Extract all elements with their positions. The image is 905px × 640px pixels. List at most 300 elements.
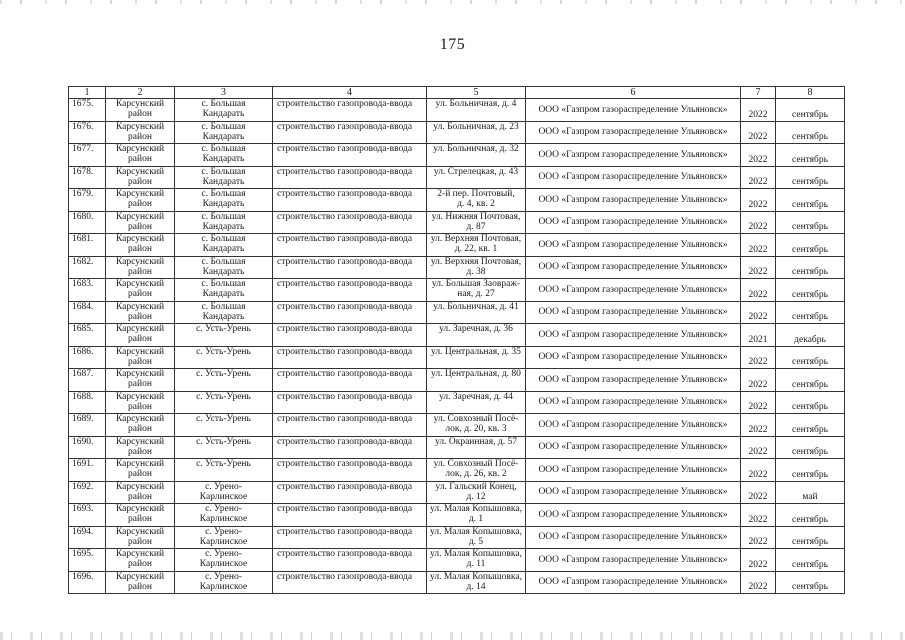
column-header: 6 [526,87,741,99]
address-cell [427,279,526,302]
settlement-line: Кандарать [202,266,245,277]
address-line: д. 5 [468,536,484,547]
district-cell [106,234,175,257]
table-row [69,279,845,302]
organization-cell: ООО «Газпром газораспределение Ульяновск» [526,459,741,482]
month-cell: сентябрь [776,369,845,392]
district-line: район [128,289,152,299]
month-cell: сентябрь [776,391,845,414]
settlement-cell [175,189,273,212]
district-line: Карсунский [115,436,165,447]
month-cell: сентябрь [776,279,845,302]
district-line: район [128,536,152,547]
organization-cell: ООО «Газпром газораспределение Ульяновск» [526,549,741,572]
address-cell [427,301,526,324]
district-cell [106,256,175,279]
address-line: ул. Больничная, д. 23 [433,121,519,132]
address-line: д. 14 [466,581,486,592]
work-type-cell: строительство газопровода-ввода [273,301,427,324]
district-cell [106,301,175,324]
year-cell: 2021 [741,324,776,347]
address-line: ул. Больничная, д. 41 [433,301,519,312]
settlement-cell [175,99,273,122]
year-cell: 2022 [741,279,776,302]
district-line: Карсунский [115,571,165,582]
district-line: Карсунский [115,166,165,177]
organization-cell: ООО «Газпром газораспределение Ульяновск» [526,571,741,594]
district-line: район [128,176,152,187]
settlement-cell [175,346,273,369]
address-line: лок, д. 20, кв. 3 [445,424,507,434]
row-number: 1692. [69,481,106,504]
settlement-cell [175,166,273,189]
column-header: 8 [776,87,845,99]
organization-cell: ООО «Газпром газораспределение Ульяновск» [526,211,741,234]
district-cell [106,504,175,527]
settlement-line: Кандарать [202,109,245,119]
settlement-line: Кандарать [202,199,245,209]
row-number: 1679. [69,189,106,212]
district-line: Карсунский [115,121,165,132]
row-number: 1681. [69,234,106,257]
settlement-line: Кандарать [202,176,245,187]
district-line: Карсунский [115,189,165,199]
table-row [69,369,845,392]
district-line: Карсунский [115,301,165,312]
address-line: ул. Центральная, д. 80 [431,369,521,379]
address-line: ул. Центральная, д. 35 [431,346,521,357]
work-type-cell: строительство газопровода-ввода [273,189,427,212]
address-cell [427,166,526,189]
row-number: 1685. [69,324,106,347]
district-line: Карсунский [115,481,165,492]
address-cell [427,391,526,414]
district-cell [106,99,175,122]
district-line: район [128,514,152,524]
district-line: район [128,109,152,119]
table-row [69,301,845,324]
month-cell: декабрь [776,324,845,347]
district-line: Карсунский [115,99,165,109]
settlement-line: Карлинское [199,581,248,592]
month-cell: сентябрь [776,99,845,122]
year-cell: 2022 [741,234,776,257]
year-cell: 2022 [741,526,776,549]
row-number: 1675. [69,99,106,122]
district-line: район [128,154,152,164]
year-cell: 2022 [741,549,776,572]
settlement-line: с. Большая [201,144,246,154]
organization-cell: ООО «Газпром газораспределение Ульяновск» [526,144,741,167]
organization-cell: ООО «Газпром газораспределение Ульяновск» [526,99,741,122]
district-cell [106,526,175,549]
work-type-cell: строительство газопровода-ввода [273,504,427,527]
address-line: ул. Малая Копышовка, [430,504,522,514]
address-cell [427,504,526,527]
table-row [69,256,845,279]
month-cell: сентябрь [776,166,845,189]
year-cell: 2022 [741,369,776,392]
district-cell [106,436,175,459]
district-line: Карсунский [115,324,165,334]
settlement-line: Карлинское [199,491,248,502]
settlement-line: с. Урено- [205,526,242,537]
work-type-cell: строительство газопровода-ввода [273,166,427,189]
settlement-line: с. Усть-Урень [196,414,251,424]
address-line: ул. Большая Заовраж- [431,279,521,289]
year-cell: 2022 [741,99,776,122]
address-cell [427,459,526,482]
work-type-cell: строительство газопровода-ввода [273,234,427,257]
settlement-line: с. Большая [201,99,246,109]
work-type-cell: строительство газопровода-ввода [273,391,427,414]
address-line: 2-й пер. Почтовый, [437,189,515,199]
work-type-cell: строительство газопровода-ввода [273,571,427,594]
row-number: 1684. [69,301,106,324]
row-number: 1690. [69,436,106,459]
settlement-line: с. Усть-Урень [196,324,251,334]
table-row [69,504,845,527]
district-line: район [128,356,152,367]
work-type-cell: строительство газопровода-ввода [273,414,427,437]
district-cell [106,189,175,212]
settlement-cell [175,324,273,347]
address-line: ул. Окраинная, д. 57 [435,436,517,447]
work-type-cell: строительство газопровода-ввода [273,436,427,459]
settlement-cell [175,279,273,302]
settlement-line: Карлинское [199,514,248,524]
address-cell [427,346,526,369]
organization-cell: ООО «Газпром газораспределение Ульяновск» [526,279,741,302]
settlement-line: Карлинское [199,536,248,547]
year-cell: 2022 [741,256,776,279]
table-row [69,526,845,549]
settlement-line: с. Большая [201,234,246,244]
work-type-cell: строительство газопровода-ввода [273,459,427,482]
settlement-cell [175,144,273,167]
address-cell [427,414,526,437]
address-line: ул. Малая Копышовка, [430,526,522,537]
row-number: 1683. [69,279,106,302]
work-type-cell: строительство газопровода-ввода [273,324,427,347]
month-cell: сентябрь [776,414,845,437]
column-number-row [69,87,845,99]
district-line: район [128,559,152,569]
address-cell [427,121,526,144]
district-line: район [128,491,152,502]
scan-noise-bottom [0,632,905,640]
address-line: д. 1 [468,514,484,524]
month-cell: май [776,481,845,504]
settlement-line: с. Большая [201,256,246,267]
district-line: район [128,379,152,389]
work-type-cell: строительство газопровода-ввода [273,369,427,392]
page-number: 175 [439,36,466,53]
district-line: район [128,469,152,479]
district-line: район [128,401,152,412]
settlement-cell [175,571,273,594]
settlement-line: с. Большая [201,189,246,199]
district-cell [106,324,175,347]
settlement-line: с. Урено- [205,549,242,559]
year-cell: 2022 [741,436,776,459]
settlement-cell [175,549,273,572]
table-row [69,189,845,212]
address-cell [427,526,526,549]
year-cell: 2022 [741,459,776,482]
table-row [69,481,845,504]
district-cell [106,166,175,189]
district-cell [106,571,175,594]
district-line: Карсунский [115,526,165,537]
work-type-cell: строительство газопровода-ввода [273,144,427,167]
year-cell: 2022 [741,414,776,437]
column-header: 1 [69,87,106,99]
settlement-line: с. Усть-Урень [196,346,251,357]
address-line: д. 4, кв. 2 [457,199,495,209]
address-cell [427,234,526,257]
month-cell: сентябрь [776,189,845,212]
settlement-line: с. Большая [201,279,246,289]
work-type-cell: строительство газопровода-ввода [273,346,427,369]
address-cell [427,481,526,504]
district-line: Карсунский [115,414,165,424]
address-cell [427,324,526,347]
year-cell: 2022 [741,189,776,212]
settlement-cell [175,301,273,324]
settlement-cell [175,414,273,437]
district-line: Карсунский [115,346,165,357]
settlement-line: Кандарать [202,131,245,142]
district-line: район [128,334,152,344]
district-cell [106,346,175,369]
organization-cell: ООО «Газпром газораспределение Ульяновск» [526,369,741,392]
row-number: 1687. [69,369,106,392]
organization-cell: ООО «Газпром газораспределение Ульяновск» [526,481,741,504]
month-cell: сентябрь [776,346,845,369]
address-line: лок, д. 26, кв. 2 [445,469,507,479]
address-cell [427,211,526,234]
table-row [69,549,845,572]
address-line: ул. Совхозный Посё- [433,459,519,469]
district-cell [106,391,175,414]
address-cell [427,189,526,212]
address-line: ул. Верхняя Почтовая, [430,234,522,244]
address-line: ул. Больничная, д. 32 [433,144,519,154]
address-line: д. 38 [466,266,486,277]
work-type-cell: строительство газопровода-ввода [273,549,427,572]
month-cell: сентябрь [776,121,845,144]
address-cell [427,369,526,392]
row-number: 1678. [69,166,106,189]
table-row [69,99,845,122]
settlement-line: с. Урено- [205,481,242,492]
column-header: 3 [175,87,273,99]
organization-cell: ООО «Газпром газораспределение Ульяновск» [526,526,741,549]
row-number: 1686. [69,346,106,369]
month-cell: сентябрь [776,504,845,527]
district-line: район [128,581,152,592]
settlement-cell [175,369,273,392]
address-cell [427,256,526,279]
district-line: Карсунский [115,144,165,154]
work-type-cell: строительство газопровода-ввода [273,481,427,504]
district-line: Карсунский [115,459,165,469]
district-cell [106,414,175,437]
address-line: д. 11 [466,559,486,569]
settlement-line: Кандарать [202,311,245,322]
district-line: район [128,199,152,209]
organization-cell: ООО «Газпром газораспределение Ульяновск» [526,234,741,257]
district-line: Карсунский [115,256,165,267]
settlement-line: с. Большая [201,301,246,312]
month-cell: сентябрь [776,211,845,234]
table-row [69,144,845,167]
year-cell: 2022 [741,144,776,167]
row-number: 1682. [69,256,106,279]
organization-cell: ООО «Газпром газораспределение Ульяновск» [526,346,741,369]
organization-cell: ООО «Газпром газораспределение Ульяновск» [526,436,741,459]
settlement-cell [175,256,273,279]
row-number: 1680. [69,211,106,234]
district-cell [106,481,175,504]
settlement-cell [175,391,273,414]
settlement-line: с. Большая [201,166,246,177]
organization-cell: ООО «Газпром газораспределение Ульяновск» [526,504,741,527]
settlement-line: с. Усть-Урень [196,436,251,447]
address-line: ная, д. 27 [457,289,495,299]
address-cell [427,436,526,459]
address-line: ул. Заречная, д. 36 [439,324,513,334]
address-line: ул. Больничная, д. 4 [435,99,517,109]
address-line: ул. Гальский Конец, [435,481,517,492]
address-cell [427,571,526,594]
address-line: ул. Заречная, д. 44 [439,391,513,402]
month-cell: сентябрь [776,144,845,167]
row-number: 1694. [69,526,106,549]
district-line: район [128,424,152,434]
settlement-line: Карлинское [199,559,248,569]
work-type-cell: строительство газопровода-ввода [273,121,427,144]
settlement-line: с. Большая [201,211,246,222]
row-number: 1677. [69,144,106,167]
settlement-line: с. Урено- [205,504,242,514]
column-header: 4 [273,87,427,99]
district-cell [106,549,175,572]
address-line: ул. Совхозный Посё- [433,414,519,424]
district-cell [106,211,175,234]
address-line: д. 22, кв. 1 [454,244,498,254]
settlement-cell [175,234,273,257]
year-cell: 2022 [741,166,776,189]
settlement-line: Кандарать [202,289,245,299]
district-cell [106,121,175,144]
organization-cell: ООО «Газпром газораспределение Ульяновск» [526,391,741,414]
organization-cell: ООО «Газпром газораспределение Ульяновск» [526,189,741,212]
settlement-cell [175,459,273,482]
table-row [69,414,845,437]
address-line: д. 87 [466,221,486,232]
address-line: д. 12 [466,491,486,502]
row-number: 1688. [69,391,106,414]
month-cell: сентябрь [776,459,845,482]
column-header: 7 [741,87,776,99]
settlement-line: Кандарать [202,154,245,164]
month-cell: сентябрь [776,549,845,572]
work-type-cell: строительство газопровода-ввода [273,211,427,234]
column-header: 2 [106,87,175,99]
row-number: 1676. [69,121,106,144]
address-line: ул. Стрелецкая, д. 43 [433,166,519,177]
district-line: район [128,311,152,322]
scan-noise-top [0,0,905,4]
district-line: Карсунский [115,211,165,222]
year-cell: 2022 [741,571,776,594]
address-line: ул. Нижняя Почтовая, [431,211,521,222]
address-line: ул. Малая Копышовка, [430,571,522,582]
year-cell: 2022 [741,301,776,324]
district-line: Карсунский [115,549,165,559]
district-line: Карсунский [115,279,165,289]
settlement-cell [175,436,273,459]
work-type-cell: строительство газопровода-ввода [273,99,427,122]
district-cell [106,369,175,392]
organization-cell: ООО «Газпром газораспределение Ульяновск» [526,301,741,324]
district-line: Карсунский [115,234,165,244]
address-cell [427,144,526,167]
table-row [69,346,845,369]
month-cell: сентябрь [776,234,845,257]
work-type-cell: строительство газопровода-ввода [273,279,427,302]
year-cell: 2022 [741,504,776,527]
month-cell: сентябрь [776,526,845,549]
district-line: Карсунский [115,391,165,402]
settlement-line: с. Урено- [205,571,242,582]
settlement-line: с. Усть-Урень [196,391,251,402]
row-number: 1696. [69,571,106,594]
settlement-cell [175,504,273,527]
district-cell [106,144,175,167]
settlement-line: с. Большая [201,121,246,132]
row-number: 1689. [69,414,106,437]
year-cell: 2022 [741,121,776,144]
month-cell: сентябрь [776,436,845,459]
table-row [69,234,845,257]
table-row [69,324,845,347]
table-row [69,391,845,414]
table-row [69,459,845,482]
gasification-schedule-table [68,86,845,594]
table-row [69,436,845,459]
settlement-cell [175,211,273,234]
row-number: 1693. [69,504,106,527]
year-cell: 2022 [741,481,776,504]
settlement-line: Кандарать [202,244,245,254]
settlement-line: с. Усть-Урень [196,369,251,379]
organization-cell: ООО «Газпром газораспределение Ульяновск» [526,324,741,347]
row-number: 1691. [69,459,106,482]
year-cell: 2022 [741,346,776,369]
table-row [69,166,845,189]
district-cell [106,459,175,482]
month-cell: сентябрь [776,571,845,594]
district-line: Карсунский [115,504,165,514]
settlement-cell [175,526,273,549]
work-type-cell: строительство газопровода-ввода [273,256,427,279]
table-row [69,121,845,144]
organization-cell: ООО «Газпром газораспределение Ульяновск» [526,414,741,437]
year-cell: 2022 [741,391,776,414]
